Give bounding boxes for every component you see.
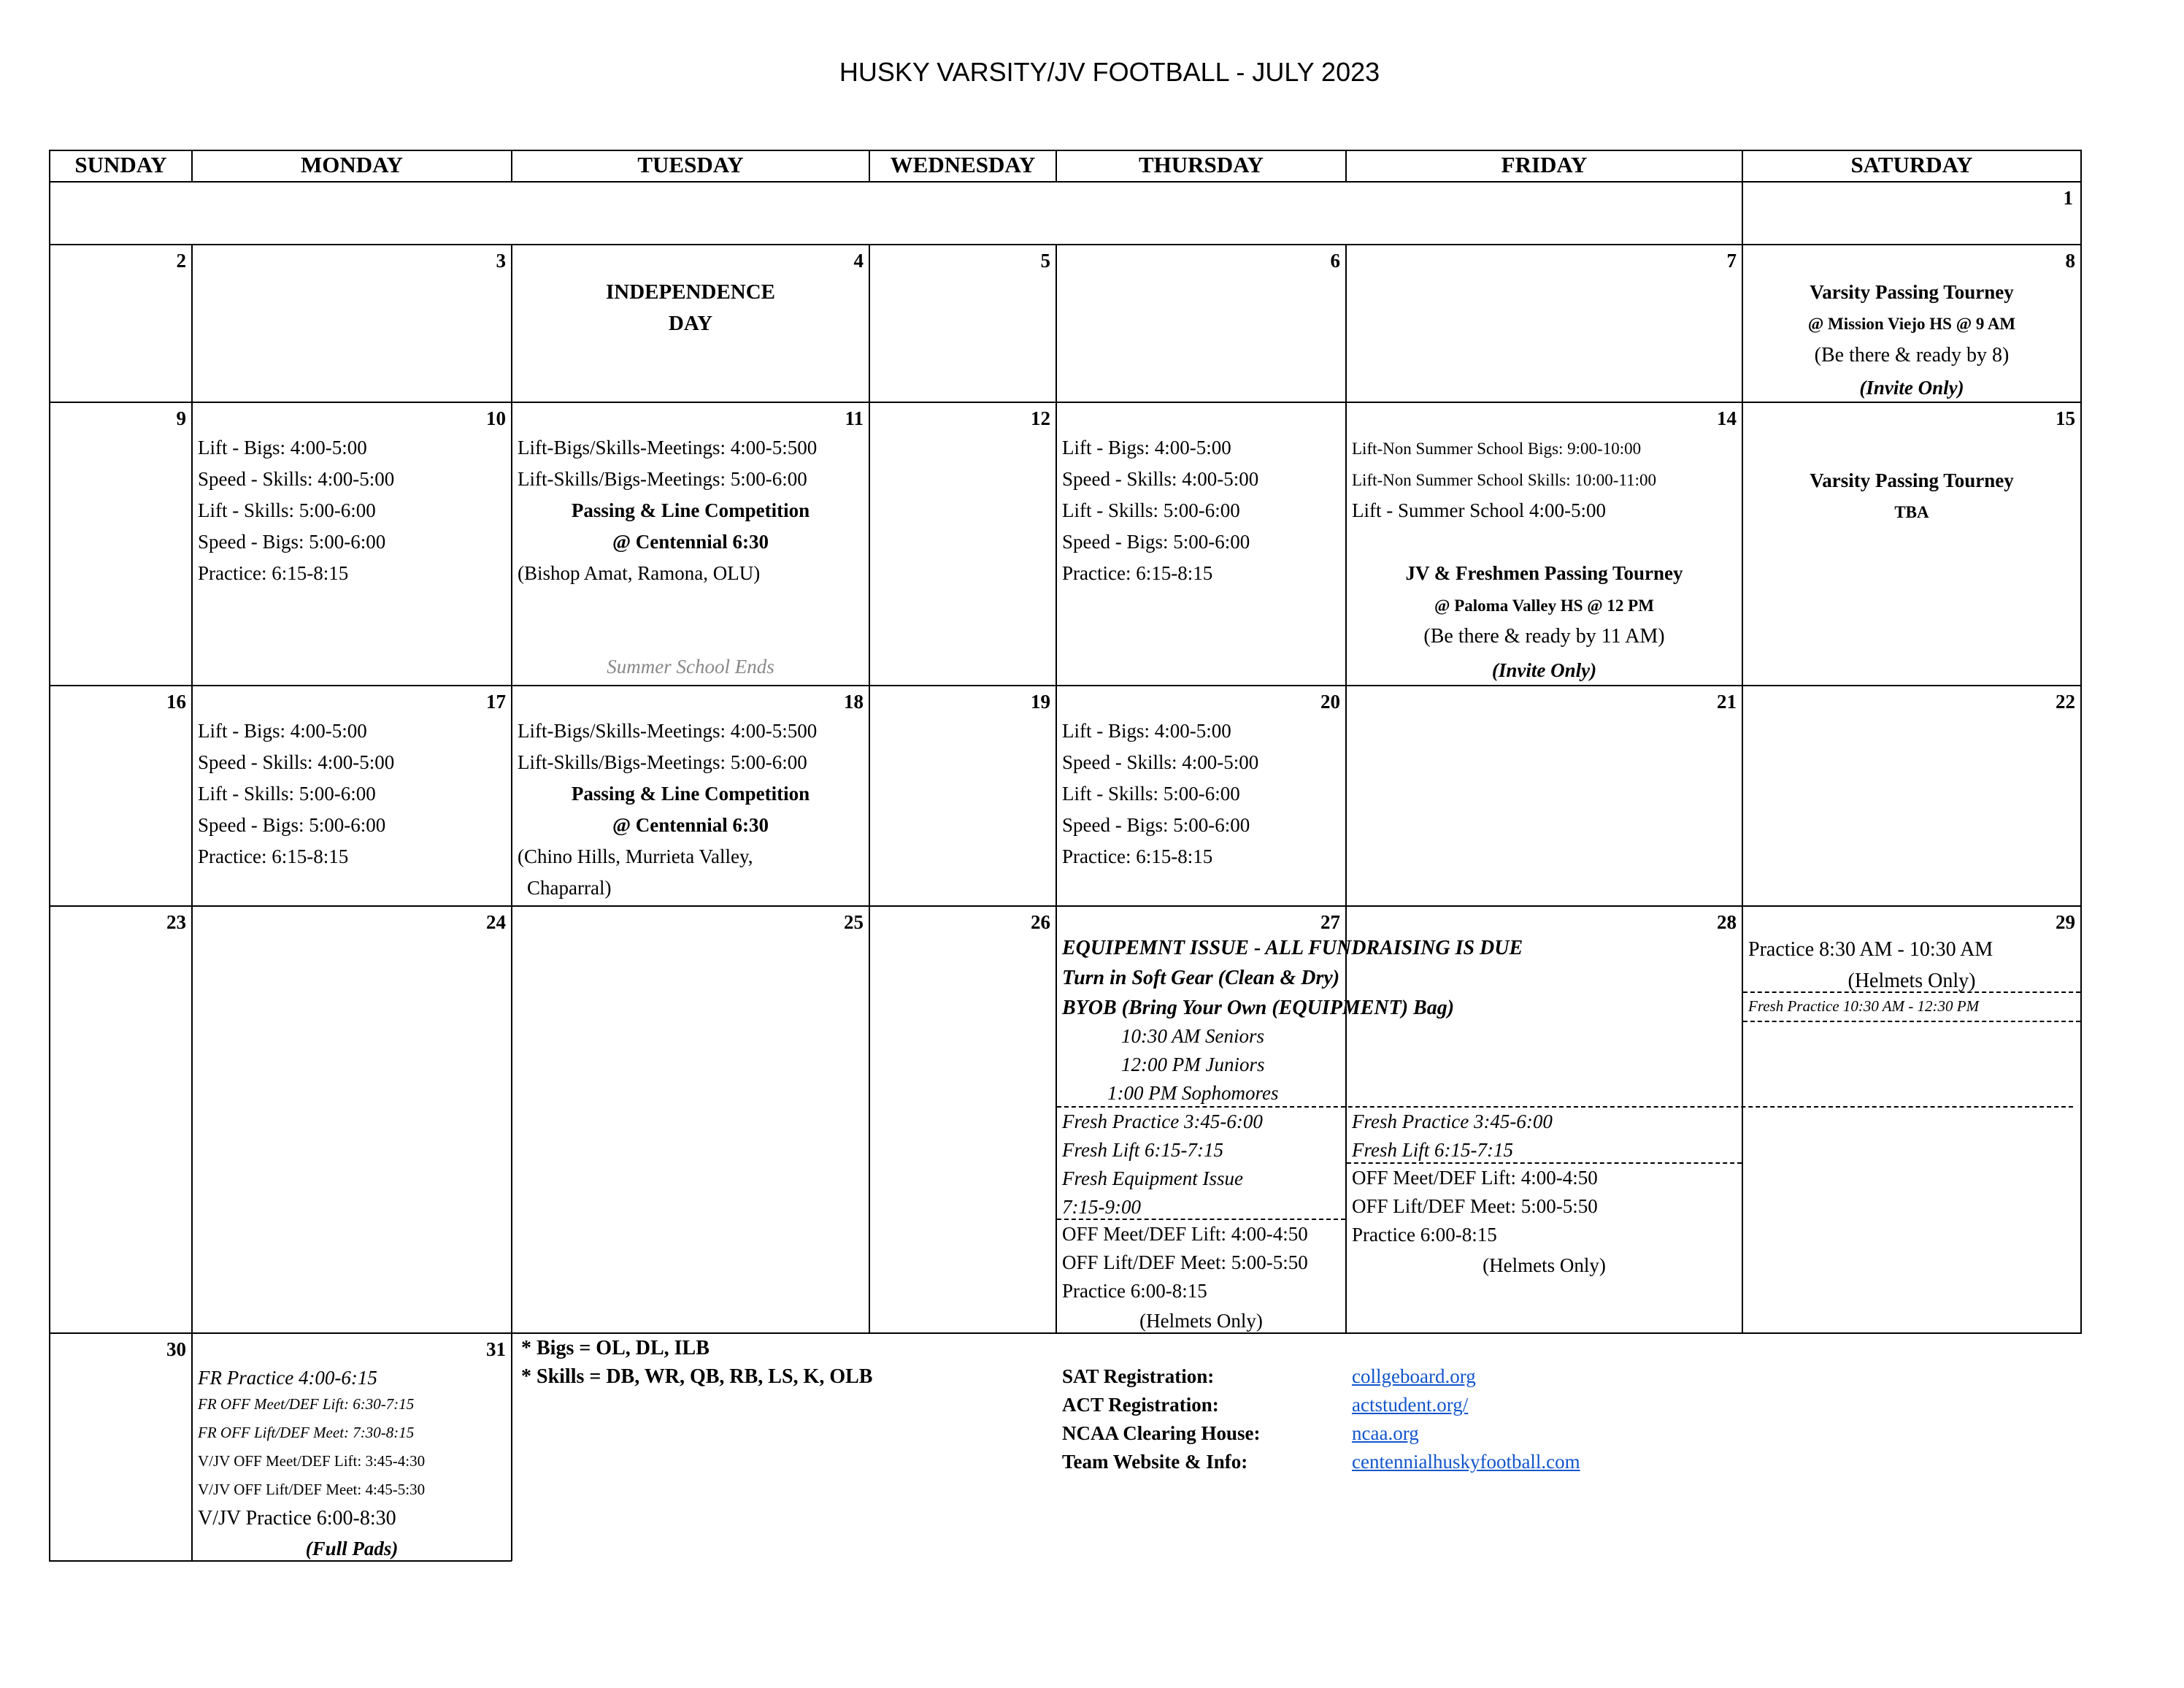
header-tuesday: TUESDAY [637,152,744,177]
equipment-issue-note: Turn in Soft Gear (Clean & Dry) [1062,967,1340,989]
event-note: (Be there & ready by 8) [1814,344,2010,367]
link-act[interactable]: actstudent.org/ [1352,1394,1469,1416]
schedule-item: OFF Meet/DEF Lift: 4:00-4:50 [1062,1223,1308,1245]
summer-school-note: Summer School Ends [607,656,774,678]
header-sunday: SUNDAY [74,152,167,177]
equipment-time: 1:00 PM Sophomores [1107,1082,1279,1104]
event-title: Varsity Passing Tourney [1810,281,2014,303]
schedule-item: Practice: 6:15-8:15 [1062,845,1213,867]
date-number: 2 [176,250,186,272]
event-title: Passing & Line Competition [571,783,810,805]
equipment-time: 12:00 PM Juniors [1121,1054,1265,1075]
schedule-item: Lift - Bigs: 4:00-5:00 [198,437,367,459]
date-number: 10 [486,407,506,429]
event-note: (Invite Only) [1491,659,1597,681]
event-location: @ Centennial 6:30 [612,814,769,836]
event-note: (Chino Hills, Murrieta Valley, [518,845,753,867]
equipment-issue-note: BYOB (Bring Your Own (EQUIPMENT) Bag) [1062,997,1455,1019]
schedule-item: V/JV Practice 6:00-8:30 [198,1507,396,1530]
header-friday: FRIDAY [1501,152,1588,177]
holiday-label: INDEPENDENCE [605,280,776,304]
event-title: JV & Freshmen Passing Tourney [1405,562,1683,584]
schedule-item: Speed - Bigs: 5:00-6:00 [198,814,386,836]
link-label-sat: SAT Registration: [1062,1365,1215,1387]
schedule-item: Lift-Skills/Bigs-Meetings: 5:00-6:00 [518,751,807,773]
schedule-item: Lift - Bigs: 4:00-5:00 [1062,720,1231,742]
fresh-schedule-item: FR OFF Meet/DEF Lift: 6:30-7:15 [198,1395,415,1413]
schedule-item: OFF Lift/DEF Meet: 5:00-5:50 [1352,1195,1598,1217]
fresh-schedule-item: Fresh Practice 3:45-6:00 [1062,1110,1263,1132]
schedule-item: Lift - Skills: 5:00-6:00 [1062,499,1240,521]
date-number: 17 [486,691,506,713]
event-title: Varsity Passing Tourney [1810,469,2014,491]
schedule-item: Practice 8:30 AM - 10:30 AM [1748,938,1993,961]
event-location: @ Paloma Valley HS @ 12 PM [1434,596,1654,615]
schedule-item: Speed - Skills: 4:00-5:00 [1062,468,1259,490]
holiday-label: DAY [668,312,713,335]
schedule-item: Practice 6:00-8:15 [1352,1224,1497,1246]
schedule-note: (Helmets Only) [1483,1254,1606,1276]
schedule-item: Lift - Bigs: 4:00-5:00 [1062,437,1231,459]
link-sat[interactable]: collgeboard.org [1352,1365,1476,1387]
schedule-item: Lift - Skills: 5:00-6:00 [198,499,376,521]
date-number: 11 [845,407,864,429]
schedule-item: Lift-Skills/Bigs-Meetings: 5:00-6:00 [518,468,807,490]
date-number: 31 [486,1338,506,1360]
date-number: 28 [1717,911,1737,933]
date-number: 29 [2056,911,2075,933]
date-number: 30 [166,1338,186,1360]
schedule-item: Practice 6:00-8:15 [1062,1280,1207,1302]
page-title: HUSKY VARSITY/JV FOOTBALL - JULY 2023 [839,57,1380,87]
schedule-item: V/JV OFF Lift/DEF Meet: 4:45-5:30 [198,1481,426,1498]
fresh-schedule-item: Fresh Lift 6:15-7:15 [1352,1139,1513,1161]
date-number: 15 [2056,407,2075,429]
event-location: @ Centennial 6:30 [612,531,769,553]
event-location: TBA [1894,503,1929,521]
schedule-note: (Helmets Only) [1139,1310,1263,1332]
fresh-schedule-item: Fresh Practice 10:30 AM - 12:30 PM [1748,997,1980,1015]
date-number: 9 [176,407,186,429]
link-ncaa[interactable]: ncaa.org [1352,1422,1419,1444]
date-number: 24 [486,911,506,933]
legend-skills: * Skills = DB, WR, QB, RB, LS, K, OLB [521,1365,873,1388]
date-number: 7 [1726,250,1737,272]
schedule-note: (Full Pads) [305,1538,399,1560]
fresh-schedule-item: FR Practice 4:00-6:15 [198,1367,377,1389]
fresh-schedule-item: FR OFF Lift/DEF Meet: 7:30-8:15 [198,1424,415,1441]
schedule-item: OFF Meet/DEF Lift: 4:00-4:50 [1352,1167,1598,1189]
schedule-item: Lift-Bigs/Skills-Meetings: 4:00-5:500 [518,720,818,742]
fresh-schedule-item: Fresh Equipment Issue [1062,1167,1243,1189]
event-location: @ Mission Viejo HS @ 9 AM [1807,315,2016,333]
schedule-item: Lift-Non Summer School Bigs: 9:00-10:00 [1352,440,1642,458]
date-number: 12 [1031,407,1050,429]
schedule-item: Lift - Skills: 5:00-6:00 [1062,783,1240,805]
event-note: Chaparral) [527,877,612,899]
date-number: 20 [1320,691,1340,713]
header-wednesday: WEDNESDAY [890,152,1036,177]
link-label-ncaa: NCAA Clearing House: [1062,1422,1261,1444]
date-number: 3 [496,250,506,272]
fresh-schedule-item: 7:15-9:00 [1062,1196,1141,1218]
event-title: Passing & Line Competition [571,499,810,521]
schedule-item: OFF Lift/DEF Meet: 5:00-5:50 [1062,1251,1308,1273]
link-team-website[interactable]: centennialhuskyfootball.com [1352,1451,1580,1473]
date-number: 18 [844,691,864,713]
header-thursday: THURSDAY [1138,152,1264,177]
schedule-item: Practice: 6:15-8:15 [198,845,349,867]
event-note: (Bishop Amat, Ramona, OLU) [518,562,761,584]
date-number: 1 [2063,187,2073,209]
header-saturday: SATURDAY [1850,152,1973,177]
date-number: 27 [1320,911,1340,933]
schedule-item: Lift - Skills: 5:00-6:00 [198,783,376,805]
date-number: 14 [1717,407,1737,429]
fresh-schedule-item: Fresh Lift 6:15-7:15 [1062,1139,1223,1161]
schedule-item: Speed - Skills: 4:00-5:00 [198,751,395,773]
schedule-item: Lift - Summer School 4:00-5:00 [1352,499,1606,521]
header-monday: MONDAY [300,152,404,177]
date-number: 19 [1031,691,1050,713]
fresh-schedule-item: Fresh Practice 3:45-6:00 [1352,1110,1553,1132]
schedule-note: (Helmets Only) [1847,970,1976,992]
schedule-item: Speed - Skills: 4:00-5:00 [198,468,395,490]
date-number: 22 [2056,691,2075,713]
schedule-item: Practice: 6:15-8:15 [198,562,349,584]
link-label-team-website: Team Website & Info: [1062,1451,1248,1473]
schedule-item: V/JV OFF Meet/DEF Lift: 3:45-4:30 [198,1452,426,1470]
date-number: 16 [166,691,186,713]
event-note: (Invite Only) [1859,377,1964,399]
legend-bigs: * Bigs = OL, DL, ILB [521,1337,710,1359]
date-number: 26 [1031,911,1050,933]
schedule-item: Speed - Skills: 4:00-5:00 [1062,751,1259,773]
schedule-item: Speed - Bigs: 5:00-6:00 [1062,814,1250,836]
schedule-item: Lift-Bigs/Skills-Meetings: 4:00-5:500 [518,437,818,459]
date-number: 4 [853,250,864,272]
date-number: 21 [1717,691,1737,713]
date-number: 5 [1040,250,1050,272]
schedule-item: Lift - Bigs: 4:00-5:00 [198,720,367,742]
date-number: 25 [844,911,864,933]
schedule-item: Speed - Bigs: 5:00-6:00 [1062,531,1250,553]
equipment-issue-title: EQUIPEMNT ISSUE - ALL FUNDRAISING IS DUE [1062,937,1523,959]
schedule-item: Speed - Bigs: 5:00-6:00 [198,531,386,553]
event-note: (Be there & ready by 11 AM) [1423,625,1665,648]
schedule-item: Lift-Non Summer School Skills: 10:00-11:00 [1352,471,1656,489]
equipment-time: 10:30 AM Seniors [1121,1025,1264,1047]
date-number: 6 [1330,250,1340,272]
schedule-item: Practice: 6:15-8:15 [1062,562,1213,584]
link-label-act: ACT Registration: [1062,1394,1219,1416]
date-number: 8 [2065,250,2075,272]
date-number: 23 [166,911,186,933]
